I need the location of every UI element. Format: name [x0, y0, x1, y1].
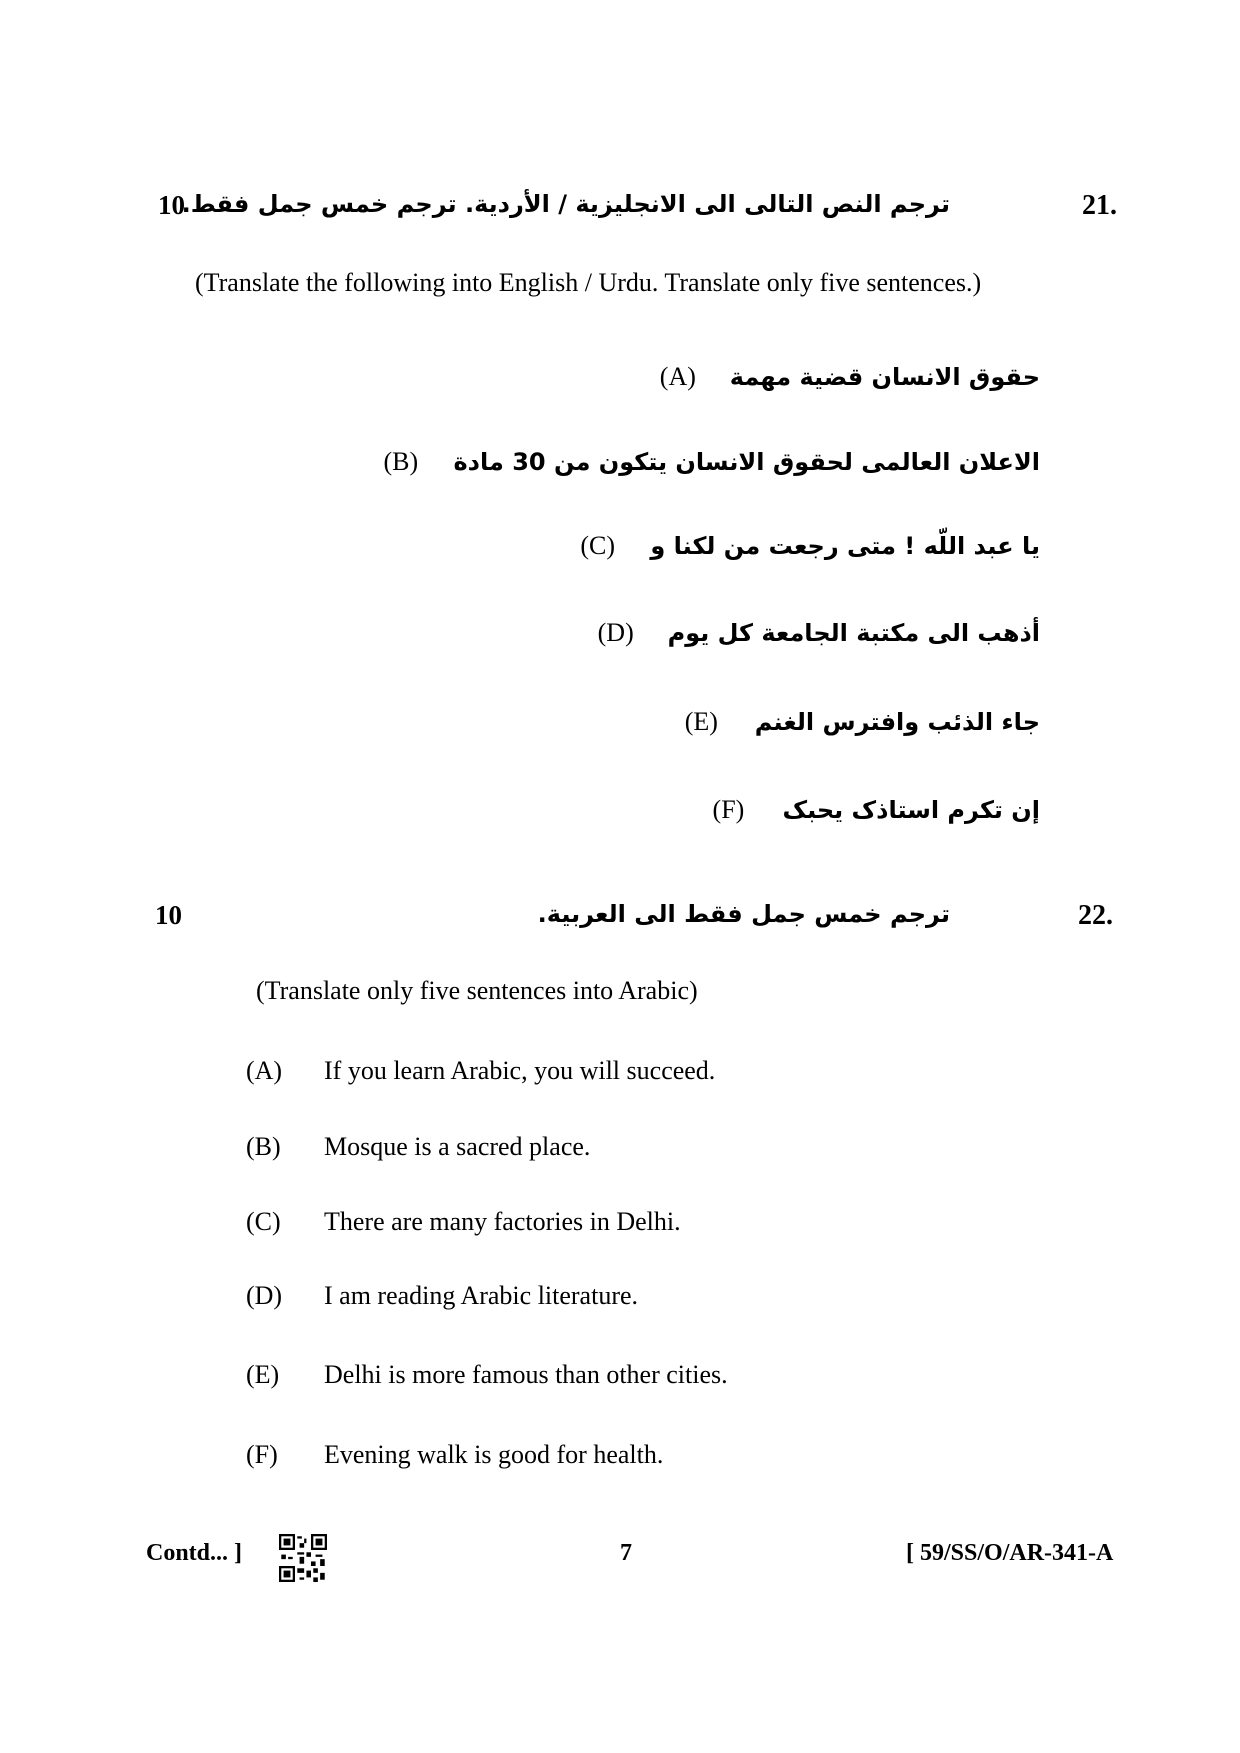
q22-arabic-prompt: ترجم خمس جمل فقط الى العربية.: [537, 900, 950, 928]
item-label: (E): [684, 707, 718, 736]
q21-item-f: [713, 795, 1040, 825]
item-text: Mosque is a sacred place.: [324, 1132, 591, 1161]
item-label: (D): [246, 1281, 283, 1310]
item-text: إن تكرم استاذک يحبک: [782, 796, 1040, 824]
item-label: (D): [597, 618, 634, 647]
q22-item-c: [246, 1207, 681, 1237]
q21-item-c: [580, 531, 1040, 561]
q21-item-d: [598, 618, 1040, 648]
item-label: (C): [580, 531, 616, 560]
item-text: الاعلان العالمى لحقوق الانسان يتكون من 30 مادة: [453, 448, 1040, 476]
item-text: I am reading Arabic literature.: [324, 1281, 639, 1310]
item-label: (F): [246, 1440, 278, 1469]
item-text: Delhi is more famous than other cities.: [324, 1360, 728, 1389]
item-text: There are many factories in Delhi.: [324, 1207, 681, 1236]
q22-item-e: [246, 1360, 728, 1390]
item-text: يا عبد اللّه ! متى رجعت من لكنا و: [650, 532, 1040, 560]
q22-number: 22.: [1078, 900, 1113, 931]
item-label: (B): [383, 447, 419, 476]
page-number: 7: [620, 1540, 632, 1566]
q21-marks: 10: [158, 190, 185, 220]
q21-number: 21.: [1082, 190, 1117, 221]
q22-marks: 10: [155, 900, 182, 930]
paper-code: [ 59/SS/O/AR-341-A: [906, 1540, 1114, 1566]
qr-code-icon: [279, 1534, 327, 1587]
item-label: (B): [246, 1132, 281, 1161]
item-label: (E): [246, 1360, 280, 1389]
q21-arabic-prompt: ترجم النص التالى الى الانجليزية / الأردية. ترجم خمس جمل فقط.: [181, 190, 950, 218]
item-label: (C): [246, 1207, 281, 1236]
q21-item-a: [660, 362, 1040, 392]
item-label: (F): [712, 795, 745, 824]
q21-item-e: [685, 707, 1040, 737]
q22-item-a: [246, 1056, 715, 1086]
item-label: (A): [659, 362, 696, 391]
item-text: جاء الذئب وافترس الغنم: [754, 708, 1040, 736]
q22-item-b: [246, 1132, 590, 1162]
q22-item-d: [246, 1281, 638, 1311]
q22-item-f: [246, 1440, 663, 1470]
q21-item-b: [383, 447, 1040, 477]
item-text: حقوق الانسان قضية مهمة: [729, 363, 1040, 391]
contd-label: Contd... ]: [146, 1540, 243, 1566]
item-text: If you learn Arabic, you will succeed.: [324, 1056, 716, 1085]
item-label: (A): [246, 1056, 283, 1085]
item-text: Evening walk is good for health.: [324, 1440, 664, 1469]
item-text: أذهب الى مكتبة الجامعة كل يوم: [667, 619, 1040, 647]
q21-english-instruction: (Translate the following into English / Urdu. Translate only five sentences.): [195, 268, 982, 297]
q22-english-instruction: (Translate only five sentences into Arabic): [256, 976, 698, 1005]
